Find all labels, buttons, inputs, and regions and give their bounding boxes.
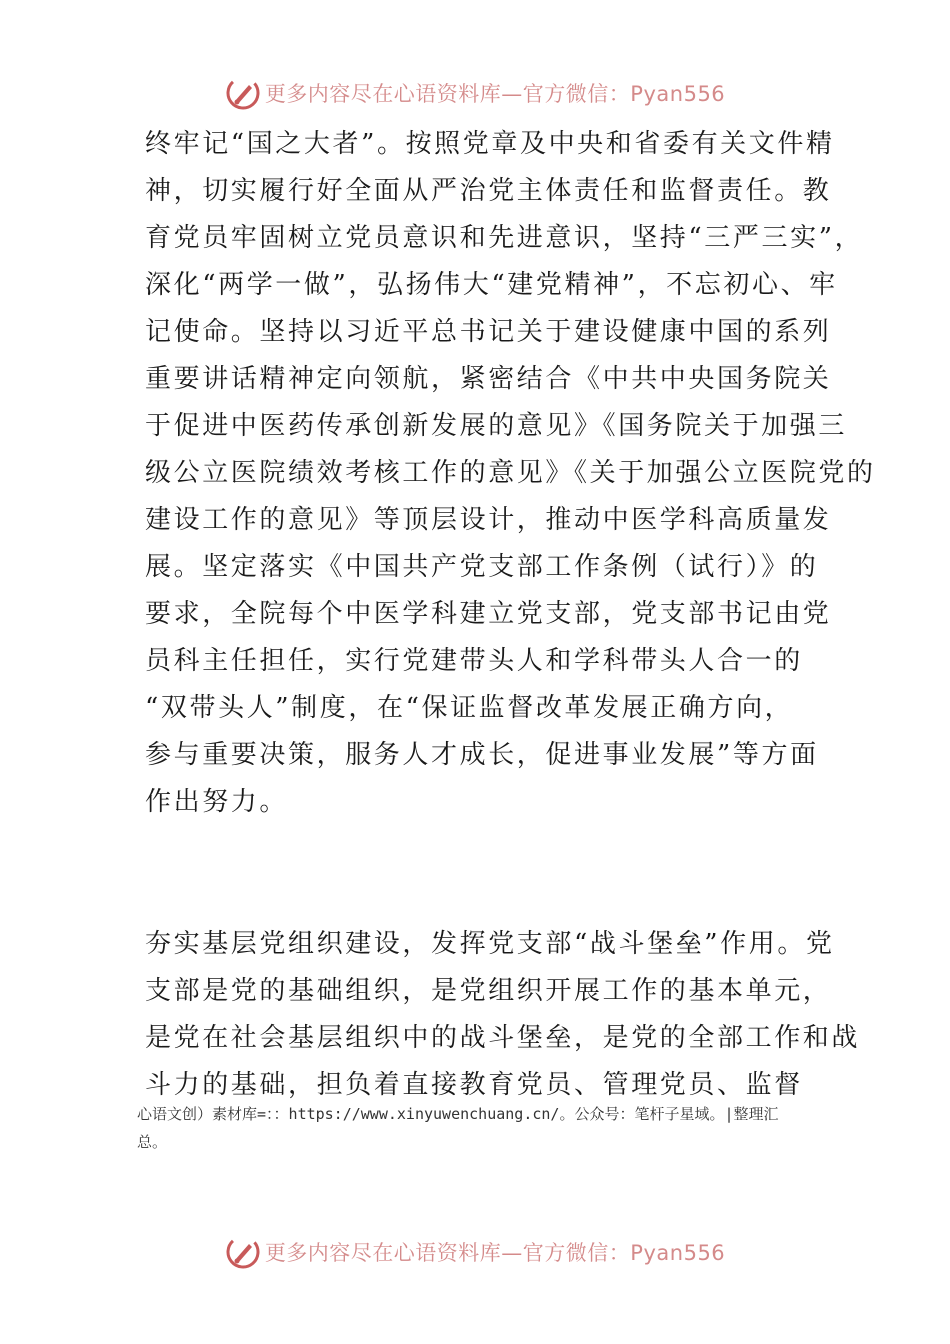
text-line: 深化“两学一做”，弘扬伟大“建党精神”，不忘初心、牢	[145, 270, 838, 300]
text-line: 建设工作的意见》等顶层设计，推动中医学科高质量发	[145, 505, 832, 535]
footer-watermark	[0, 1232, 950, 1272]
header-watermark	[0, 73, 950, 113]
text-line: 级公立医院绩效考核工作的意见》《关于加强公立医院党的	[145, 458, 876, 488]
footnote-line: 心语文创）素材库=：：https://www.xinyuwenchuang.cn/。公众号：笔杆子星域。|整理汇	[137, 1105, 779, 1123]
text-line: 要求，全院每个中医学科建立党支部，党支部书记由党	[145, 599, 832, 629]
brush-logo-icon	[225, 75, 261, 111]
text-line: 记使命。坚持以习近平总书记关于建设健康中国的系列	[145, 317, 832, 347]
text-line: 展。坚定落实《中国共产党支部工作条例（试行）》的	[145, 552, 819, 582]
text-line: 斗力的基础，担负着直接教育党员、管理党员、监督	[145, 1070, 803, 1100]
brush-logo-icon	[225, 1234, 261, 1270]
text-line: 支部是党的基础组织，是党组织开展工作的基本单元，	[145, 976, 832, 1006]
footnote-line: 总。	[137, 1133, 168, 1151]
text-line: 作出努力。	[145, 787, 289, 817]
body-paragraph-2	[145, 921, 861, 1109]
text-line: 员科主任担任，实行党建带头人和学科带头人合一的	[145, 646, 803, 676]
text-line: 夯实基层党组织建设，发挥党支部“战斗堡垒”作用。党	[145, 929, 835, 959]
text-line: 育党员牢固树立党员意识和先进意识，坚持“三严三实”，	[145, 223, 864, 253]
text-line: 是党在社会基层组织中的战斗堡垒，是党的全部工作和战	[145, 1023, 861, 1053]
text-line: “双带头人”制度，在“保证监督改革发展正确方向，	[145, 693, 794, 723]
body-paragraph-1	[145, 121, 876, 826]
text-line: 神，切实履行好全面从严治党主体责任和监督责任。教	[145, 176, 832, 206]
watermark-text: 更多内容尽在心语资料库—官方微信：Pyan556	[264, 1241, 726, 1265]
text-line: 参与重要决策，服务人才成长，促进事业发展”等方面	[145, 740, 819, 770]
text-line: 重要讲话精神定向领航，紧密结合《中共中央国务院关	[145, 364, 832, 394]
text-line: 终牢记“国之大者”。按照党章及中央和省委有关文件精	[145, 129, 835, 159]
watermark-text: 更多内容尽在心语资料库—官方微信：Pyan556	[264, 82, 726, 106]
source-footnote	[137, 1100, 837, 1156]
text-line: 于促进中医药传承创新发展的意见》《国务院关于加强三	[145, 411, 848, 441]
